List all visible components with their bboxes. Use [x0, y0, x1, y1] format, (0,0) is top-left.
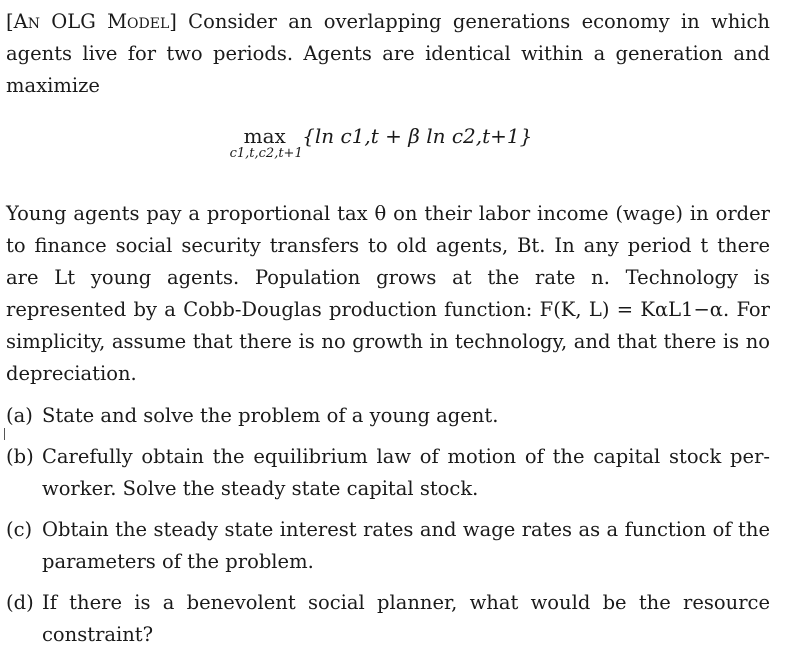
question-list — [6, 400, 770, 651]
model-description-paragraph: Young agents pay a proportional tax θ on their labor income (wage) in order to finance social security transfers to old agents, Bt. In any period t there are Lt young agents. Population grows at the rate n. Technology is represented by a Cobb-Douglas production function: F(K, L) = KαL1−α. For simplicity, assume that there is no growth in technology, and that there is no depreciation. — [6, 202, 770, 385]
problem-document — [6, 6, 770, 660]
title-bracket-close: ] — [169, 10, 177, 33]
question-text: If there is a benevolent social planner, what would be the resource constraint? — [42, 591, 770, 646]
question-text: State and solve the problem of a young agent. — [42, 404, 499, 427]
max-operator — [229, 124, 303, 161]
title-bracket-open: [ — [6, 10, 14, 33]
problem-title: An OLG Model — [13, 10, 170, 33]
margin-marker — [4, 428, 5, 440]
intro-paragraph — [6, 6, 770, 102]
question-item — [6, 400, 770, 432]
question-item — [6, 587, 770, 651]
max-operator-name: max — [243, 124, 286, 148]
question-text: Obtain the steady state interest rates and wage rates as a function of the parameters of the problem. — [42, 518, 770, 573]
objective-expression: {ln c1,t + β ln c2,t+1} — [302, 124, 533, 148]
max-operator-subscript: c1,t,c2,t+1 — [229, 146, 303, 161]
question-label: (d) — [6, 591, 34, 614]
objective-equation — [6, 124, 770, 170]
question-text: Carefully obtain the equilibrium law of motion of the capital stock per-worker. Solve the steady state capital stock. — [42, 445, 770, 500]
question-label: (b) — [6, 445, 34, 468]
question-item — [6, 514, 770, 578]
question-label: (a) — [6, 404, 33, 427]
question-label: (c) — [6, 518, 33, 541]
question-item — [6, 441, 770, 505]
intro-text: Consider an overlapping generations economy in which agents live for two periods. Agents are identical within a generation and maximize — [6, 10, 770, 97]
